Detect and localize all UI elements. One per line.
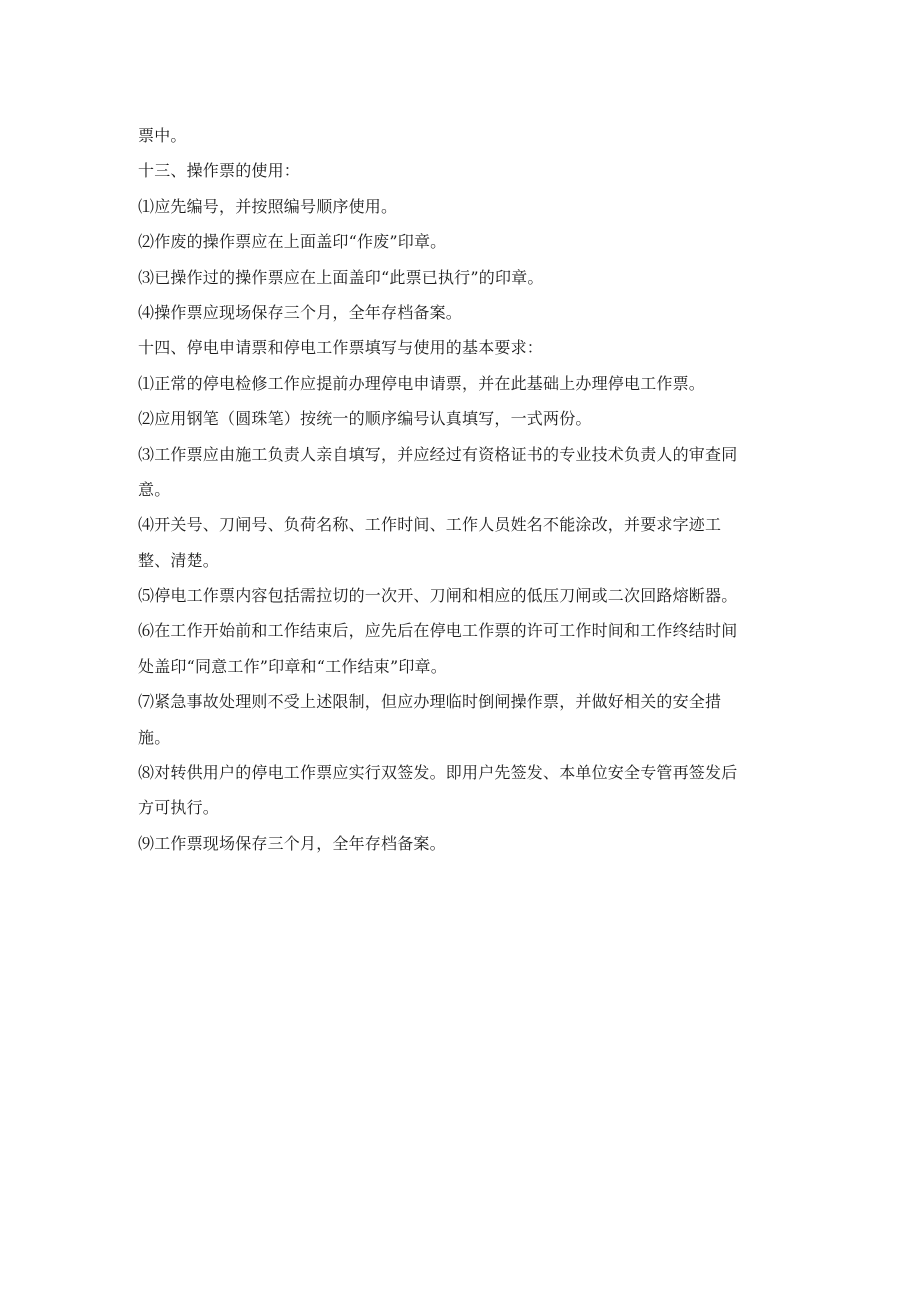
list-item-14-6: ⑹在工作开始前和工作结束后，应先后在停电工作票的许可工作时间和工作终结时间 <box>138 621 738 641</box>
list-item-14-2: ⑵应用钢笔（圆珠笔）按统一的顺序编号认真填写，一式两份。 <box>138 409 592 429</box>
list-item-14-1: ⑴正常的停电检修工作应提前办理停电申请票，并在此基础上办理停电工作票。 <box>138 373 706 393</box>
list-item-14-4: ⑷开关号、刀闸号、负荷名称、工作时间、工作人员姓名不能涂改，并要求字迹工 <box>138 515 722 535</box>
list-item-14-4-cont: 整、清楚。 <box>138 550 220 570</box>
list-item-14-9: ⑼工作票现场保存三个月，全年存档备案。 <box>138 833 446 853</box>
list-item-14-3-cont: 意。 <box>138 479 171 499</box>
list-item-13-2: ⑵作废的操作票应在上面盖印“作废”印章。 <box>138 232 447 252</box>
list-item-13-3: ⑶已操作过的操作票应在上面盖印“此票已执行”的印章。 <box>138 267 544 287</box>
list-item-14-3: ⑶工作票应由施工负责人亲自填写，并应经过有资格证书的专业技术负责人的审查同 <box>138 444 738 464</box>
list-item-14-7: ⑺紧急事故处理则不受上述限制，但应办理临时倒闸操作票，并做好相关的安全措 <box>138 692 722 712</box>
section-heading-14: 十四、停电申请票和停电工作票填写与使用的基本要求： <box>138 338 544 358</box>
document-body <box>138 118 778 861</box>
list-item-14-6-cont: 处盖印“同意工作”印章和“工作结束”印章。 <box>138 656 447 676</box>
list-item-14-5: ⑸停电工作票内容包括需拉切的一次开、刀闸和相应的低压刀闸或二次回路熔断器。 <box>138 586 738 606</box>
text-line-continuation: 票中。 <box>138 126 187 145</box>
list-item-13-1: ⑴应先编号，并按照编号顺序使用。 <box>138 196 398 216</box>
list-item-14-8-cont: 方可执行。 <box>138 798 220 818</box>
section-heading-13: 十三、操作票的使用： <box>138 161 301 181</box>
list-item-14-7-cont: 施。 <box>138 727 171 747</box>
list-item-13-4: ⑷操作票应现场保存三个月，全年存档备案。 <box>138 302 463 322</box>
list-item-14-8: ⑻对转供用户的停电工作票应实行双签发。即用户先签发、本单位安全专管再签发后 <box>138 763 738 783</box>
